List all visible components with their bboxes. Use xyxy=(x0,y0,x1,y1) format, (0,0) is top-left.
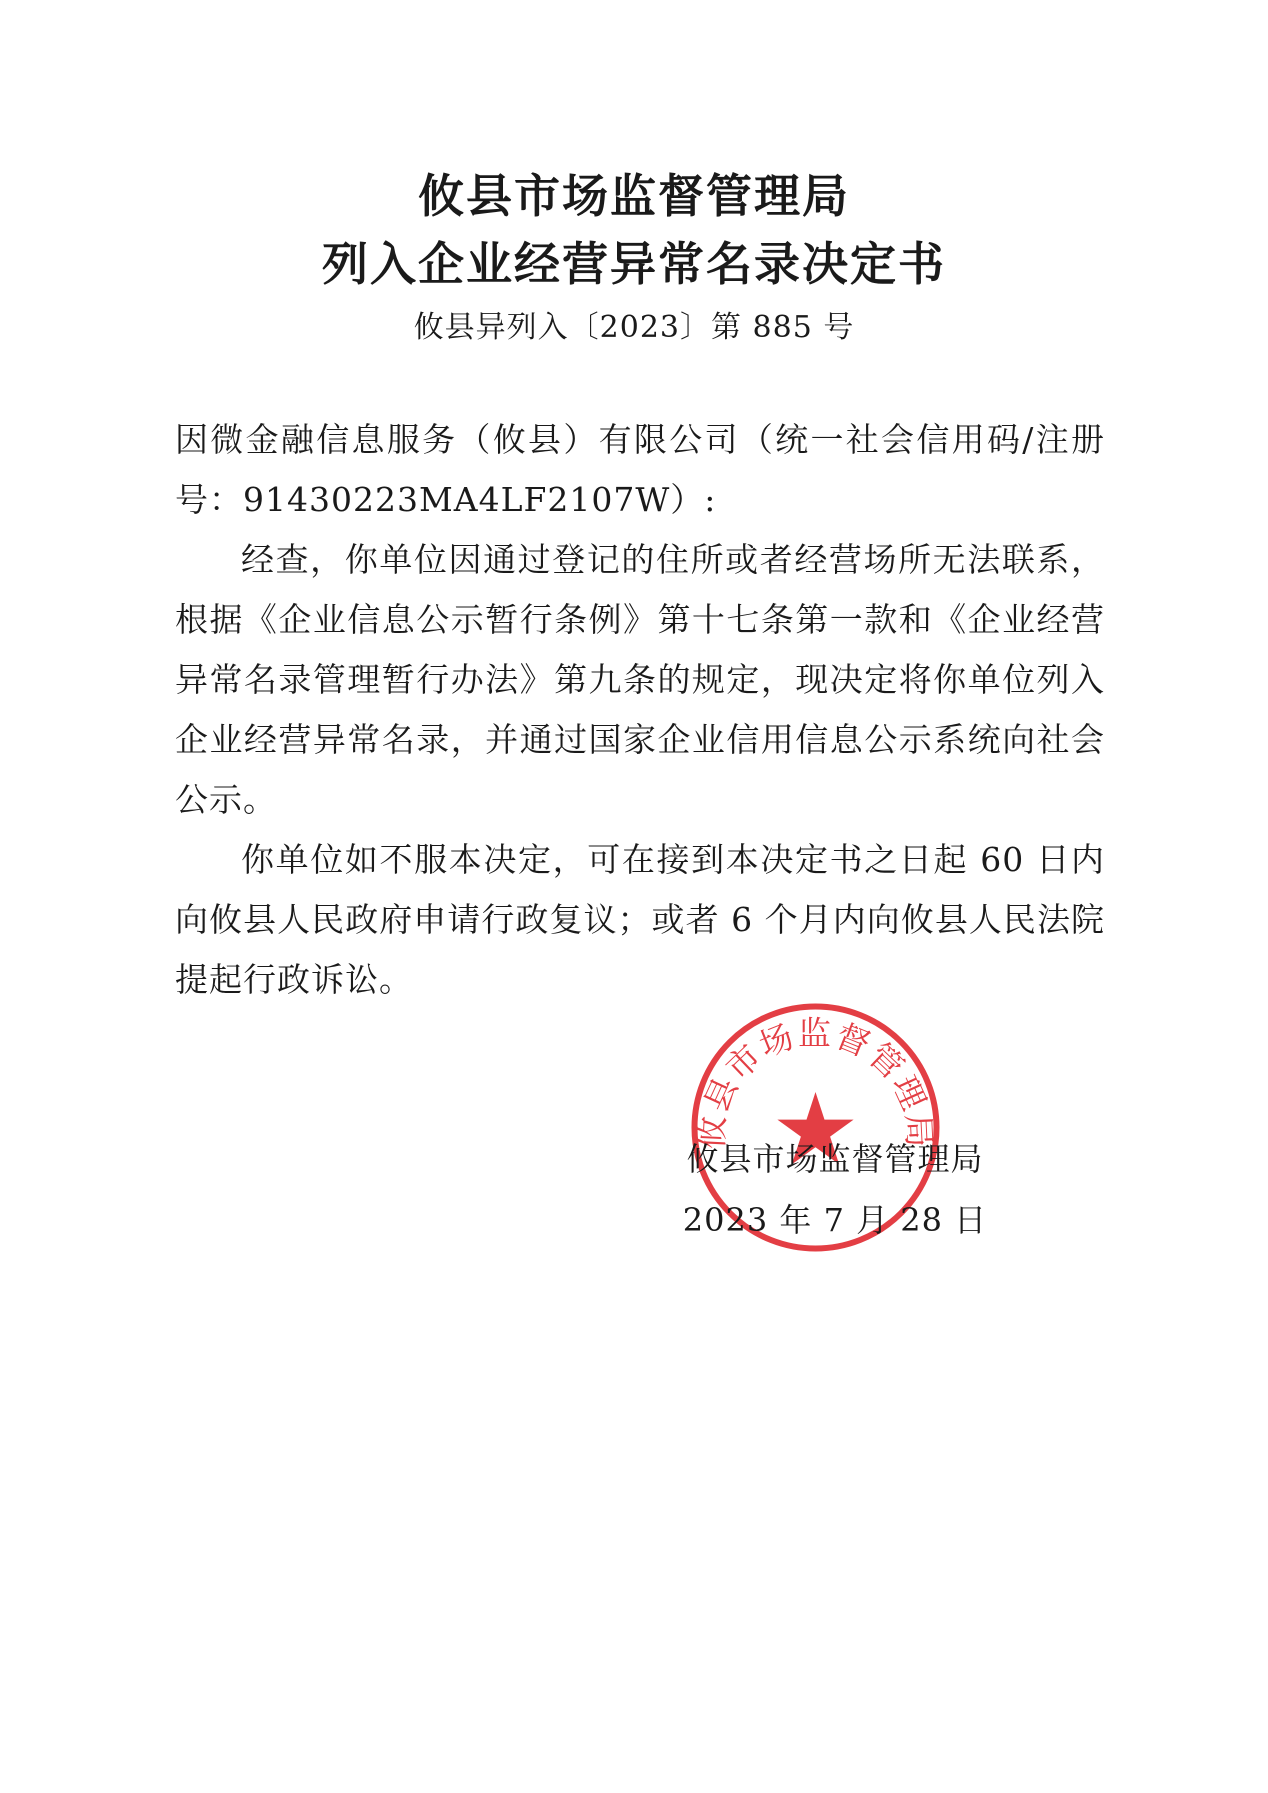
signing-date: 2023 年 7 月 28 日 xyxy=(682,1201,988,1239)
document-title-line1: 攸县市场监督管理局 xyxy=(418,169,850,223)
appeal-rights-paragraph: 你单位如不服本决定，可在接到本决定书之日起 60 日内向攸县人民政府申请行政复议；或者 6 个月内向攸县人民法院提起行政诉讼。 xyxy=(175,840,1105,999)
seal-arc-text: 攸县市场监督管理局 xyxy=(691,1013,940,1151)
document-number: 攸县异列入〔2023〕第 885 号 xyxy=(413,310,855,345)
signing-organization: 攸县市场监督管理局 xyxy=(686,1140,984,1178)
addressee-paragraph: 因微金融信息服务（攸县）有限公司（统一社会信用码/注册号：91430223MA4LF2107W）: xyxy=(175,420,1105,519)
document-title-line2: 列入企业经营异常名录决定书 xyxy=(322,237,946,291)
decision-paragraph: 经查，你单位因通过登记的住所或者经营场所无法联系，根据《企业信息公示暂行条例》第十七条第一款和《企业经营异常名录管理暂行办法》第九条的规定，现决定将你单位列入企业经营异常名录，并通过国家企业信用信息公示系统向社会公示。 xyxy=(175,540,1105,819)
